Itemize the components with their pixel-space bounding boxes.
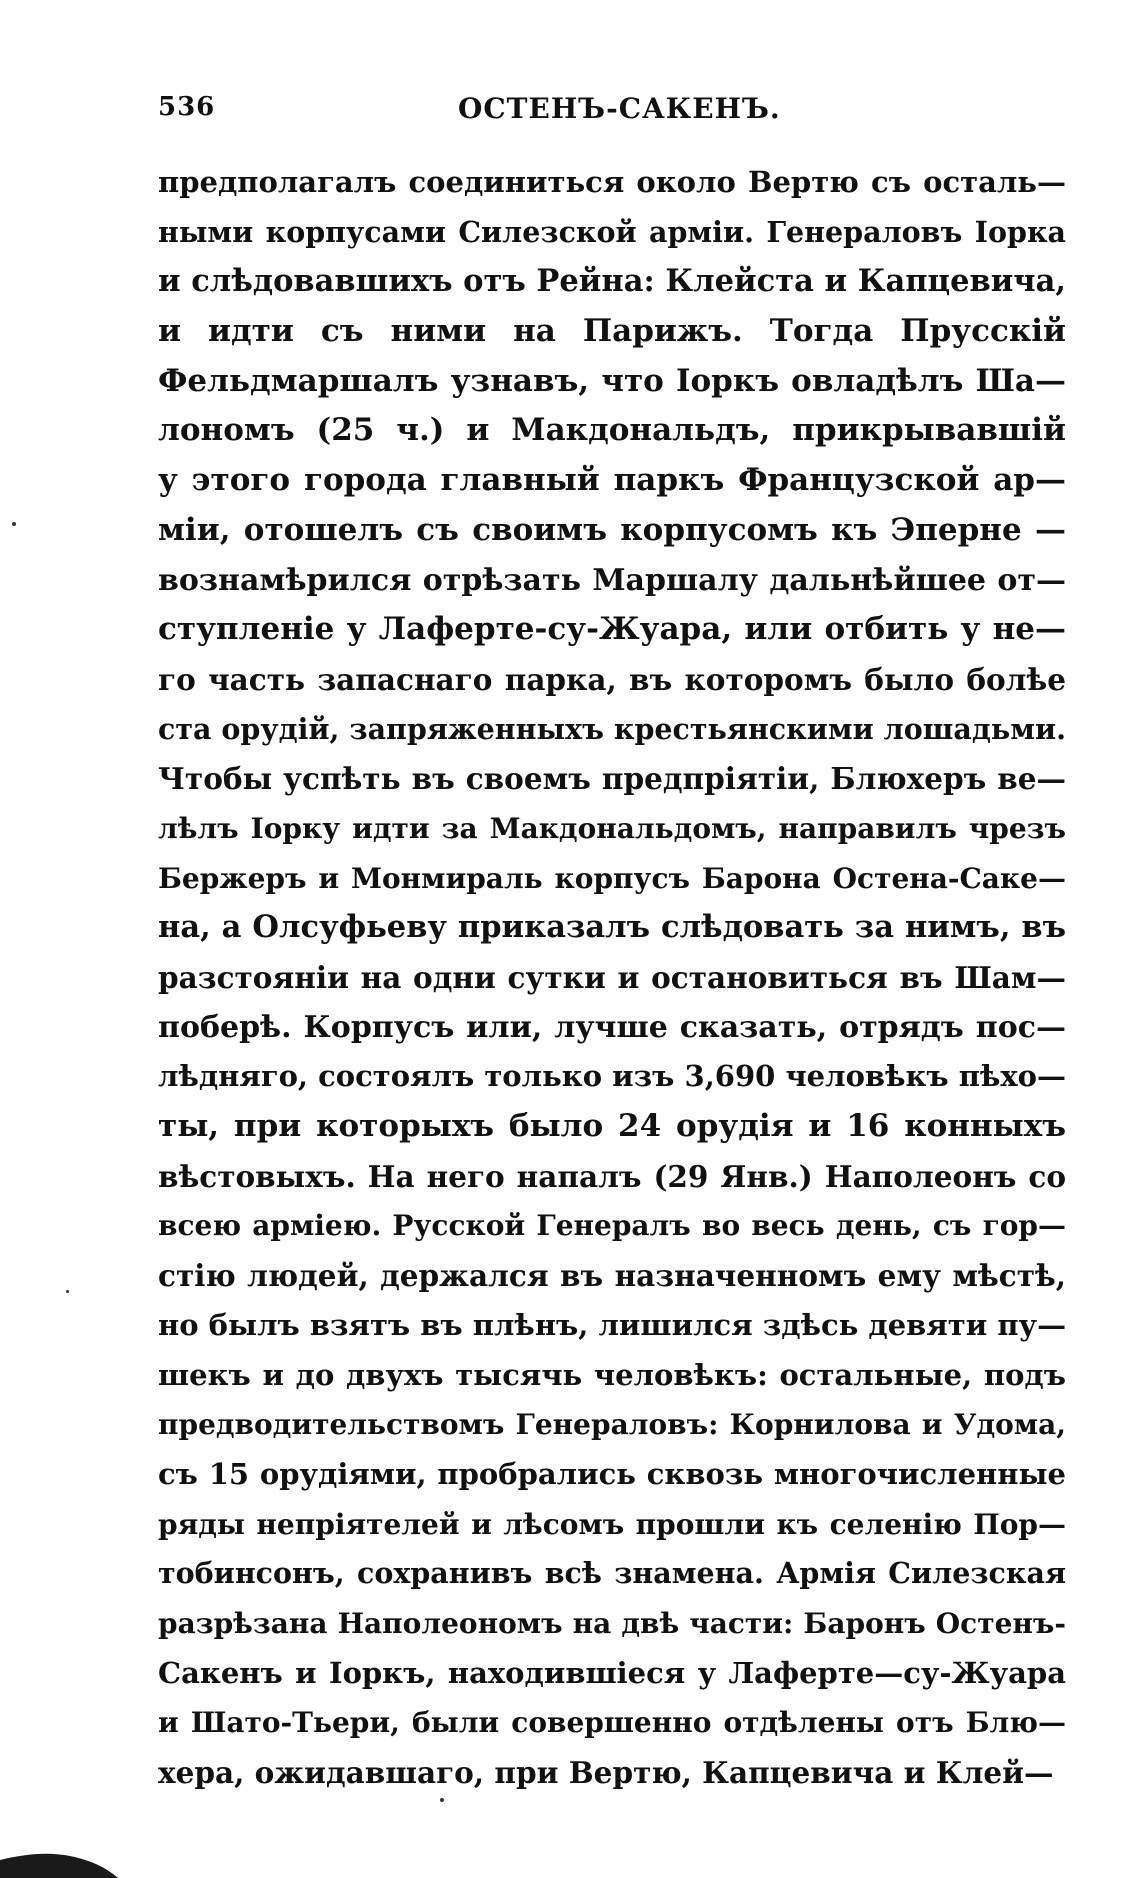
text-line: поберѣ. Корпусъ или, лучше сказать, отрядъ пос— [158, 1009, 1066, 1045]
text-line: Фельдмаршалъ узнавъ, что Іоркъ овладѣлъ Ша— [158, 362, 1066, 399]
text-line: лономъ (25 ч.) и Макдональдъ, прикрывавшій [158, 412, 1066, 449]
text-line: и идти съ ними на Парижъ. Тогда Прусскій [158, 313, 1066, 350]
scan-speck [440, 1798, 444, 1802]
text-line: предводительствомъ Генераловъ: Корнилова и Удома, [158, 1408, 1066, 1442]
text-line: ступленіе у Лаферте-су-Жуара, или отбить у не— [158, 611, 1066, 648]
text-line: лѣдняго, состоялъ только изъ 3,690 человѣкъ пѣхо— [158, 1059, 1066, 1094]
text-line: у этого города главный паркъ Французской ар— [158, 462, 1066, 499]
text-line: Сакенъ и Іоркъ, находившіеся у Лаферте—су-Жуара [158, 1655, 1066, 1690]
text-line: шекъ и до двухъ тысячь человѣкъ: остальные, подъ [158, 1357, 1066, 1392]
text-line: ста орудій, запряженныхъ крестьянскими лошадьми. [158, 711, 1066, 746]
text-line: предполагалъ соединиться около Вертю съ осталь— [158, 165, 1066, 199]
text-line: стію людей, держался въ назначенномъ ему мѣстѣ, [158, 1258, 1066, 1294]
text-line: тобинсонъ, сохранивъ всѣ знамена. Армія Силезская [158, 1556, 1066, 1591]
scan-speck [12, 522, 16, 526]
text-line: ными корпусами Силезской арміи. Генераловъ Іорка [158, 214, 1066, 249]
scan-speck [66, 1290, 69, 1293]
text-line: лѣлъ Іорку идти за Макдональдомъ, направилъ чрезъ [158, 811, 1066, 845]
text-line: вознамѣрился отрѣзать Маршалу дальнѣйшее от— [158, 562, 1066, 598]
corner-ornament-icon [0, 1820, 130, 1878]
text-line: го часть запаснаго парка, въ которомъ было болѣе [158, 661, 1066, 697]
text-line: съ 15 орудіями, пробрались сквозь многочисленные [158, 1456, 1066, 1491]
text-line: вѣстовыхъ. На него напалъ (29 Янв.) Наполеонъ со [158, 1158, 1066, 1194]
text-line: хера, ожидавшаго, при Вертю, Капцевича и Клей— [158, 1755, 1054, 1790]
text-line: и Шато-Тьери, были совершенно отдѣлены отъ Блю— [158, 1706, 1066, 1740]
text-line: міи, отошелъ съ своимъ корпусомъ къ Эпернe — [158, 511, 1066, 548]
running-title: ОСТЕНЪ-САКЕНЪ. [458, 92, 781, 125]
text-line: ряды непріятелей и лѣсомъ прошли къ селенію Пор— [158, 1507, 1066, 1541]
page-number: 536 [158, 92, 216, 122]
text-line: всею арміею. Русской Генералъ во весь день, съ гор— [158, 1209, 1066, 1243]
page-header [158, 92, 978, 132]
text-line: но былъ взятъ въ плѣнъ, лишился здѣсь девяти пу— [158, 1307, 1066, 1342]
text-line: Чтобы успѣть въ своемъ предпріятіи, Блюхеръ ве— [158, 761, 1066, 797]
text-line: Бержеръ и Монмираль корпусъ Барона Остена-Сакe— [158, 861, 1066, 895]
text-line: ты, при которыхъ было 24 орудія и 16 конныхъ [158, 1108, 1066, 1145]
text-line: разрѣзана Наполеономъ на двѣ части: Баронъ Остенъ- [158, 1606, 1066, 1640]
text-line: на, а Олсуфьеву приказалъ слѣдовать за нимъ, въ [158, 909, 1066, 946]
text-line: и слѣдовавшихъ отъ Рейна: Клейста и Капцевича, [158, 263, 1066, 300]
body-text [158, 158, 1066, 1798]
text-line: разстояніи на одни сутки и остановиться въ Шам— [158, 960, 1066, 995]
